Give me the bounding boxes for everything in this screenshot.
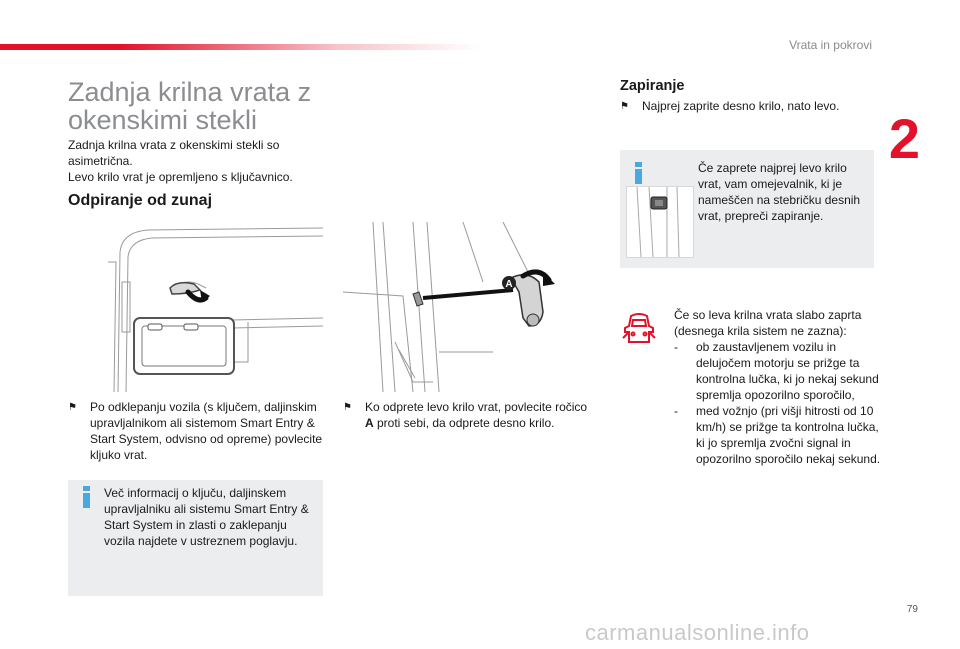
info-icon xyxy=(632,162,646,184)
info-box-key-text: Več informacij o ključu, daljinskem upravljalniku ali sistemu Smart Entry & Start System in zlasti o zaklepanju vozila najdete v ustreznem poglavju. xyxy=(104,486,309,548)
page-title-line-2: okenskimi stekli xyxy=(68,105,258,135)
open-door-warning-icon xyxy=(622,312,656,346)
label-a-text: A xyxy=(505,279,513,290)
lever-a-illustration xyxy=(343,222,558,392)
opening-step-2 xyxy=(343,399,599,431)
step-2-text-end: proti sebi, da odprete desno krilo. xyxy=(373,416,555,430)
limiter-illustration xyxy=(626,186,694,258)
flag-bullet-icon: ⚑ xyxy=(620,101,629,112)
chapter-number: 2 xyxy=(888,107,920,170)
page-title-line-1: Zadnja krilna vrata z xyxy=(68,77,312,107)
lever-a-label: A xyxy=(365,416,374,430)
closing-step-1 xyxy=(620,98,880,115)
opening-step-2-text xyxy=(365,399,599,431)
closing-heading: Zapiranje xyxy=(620,78,685,94)
warning-item-text: ob zaustavljenem vozilu in delujočem motorju se prižge ta kontrolna lučka, ki jo nekaj sekund spremlja opozorilno sporočilo, xyxy=(696,340,879,402)
door-warning-text xyxy=(674,307,884,467)
opening-step-1 xyxy=(68,399,324,463)
warning-item xyxy=(674,339,884,403)
header-accent-bar xyxy=(0,44,480,50)
info-box-limiter xyxy=(620,150,874,268)
door-handle-illustration xyxy=(108,222,323,392)
page-number: 79 xyxy=(906,604,918,615)
intro-line-2: Levo krilo vrat je opremljeno s ključavnico. xyxy=(68,170,293,184)
warning-item-text: med vožnjo (pri višji hitrosti od 10 km/h) se prižge ta kontrolna lučka, ki jo spremlja zvočni signal in opozorilno sporočilo nekaj sekund. xyxy=(696,404,881,466)
dash-bullet: - xyxy=(674,340,678,354)
step-2-text-start: Ko odprete levo krilo vrat, povlecite ročico xyxy=(365,400,588,414)
watermark: carmanualsonline.info xyxy=(585,620,810,645)
info-icon xyxy=(80,486,94,508)
lever-a-drawing xyxy=(343,222,558,392)
info-box-limiter-text: Če zaprete najprej levo krilo vrat, vam omejevalnik, ki je nameščen na stebričku desnih vrat, prepreči zapiranje. xyxy=(698,161,861,223)
warning-intro: Če so leva krilna vrata slabo zaprta (desnega krila sistem ne zazna): xyxy=(674,308,862,338)
limiter-drawing xyxy=(627,187,693,257)
dash-bullet: - xyxy=(674,404,678,418)
flag-bullet-icon: ⚑ xyxy=(68,402,77,413)
opening-step-1-text: Po odklepanju vozila (s ključem, daljinskim upravljalnikom ali sistemom Smart Entry & Start System, odvisno od opreme) povlecite kljuko vrat. xyxy=(90,400,323,462)
info-box-key xyxy=(68,480,323,596)
door-handle-drawing xyxy=(108,222,323,392)
intro-text xyxy=(68,137,328,185)
flag-bullet-icon: ⚑ xyxy=(343,402,352,413)
warning-item xyxy=(674,403,884,467)
open-door-warning-drawing xyxy=(622,312,656,346)
section-title: Vrata in pokrovi xyxy=(789,38,872,52)
intro-line-1: Zadnja krilna vrata z okenskimi stekli so asimetrična. xyxy=(68,138,280,168)
page-title xyxy=(68,78,358,134)
opening-heading: Odpiranje od zunaj xyxy=(68,192,213,209)
closing-step-1-text: Najprej zaprite desno krilo, nato levo. xyxy=(642,99,840,113)
